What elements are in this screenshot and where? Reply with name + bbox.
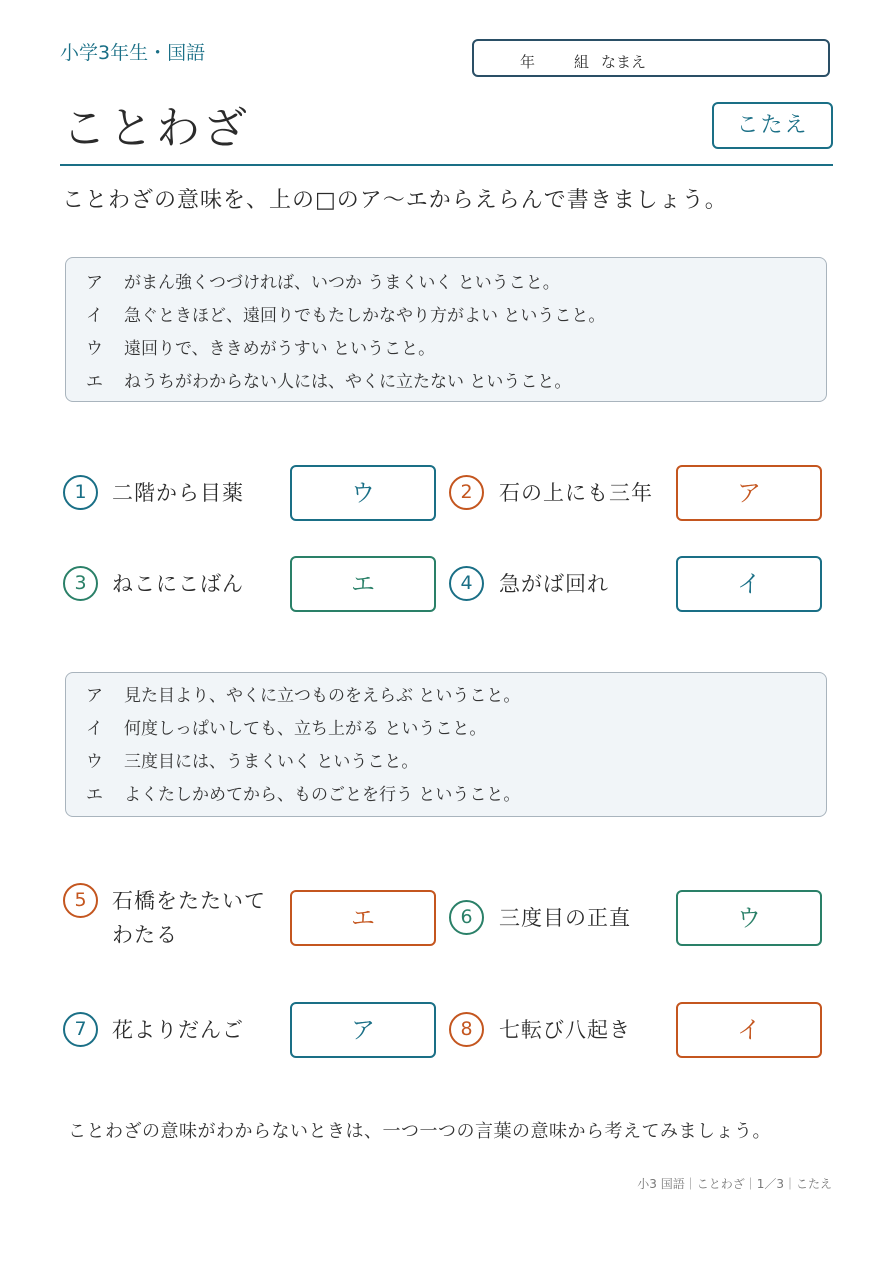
choice-key: ア — [86, 273, 103, 293]
answer-box-2[interactable]: ア — [676, 465, 822, 521]
name-field[interactable] — [472, 39, 830, 77]
footer-hint: ことわざの意味がわからないときは、一つ一つの言葉の意味から考えてみましょう。 — [68, 1121, 771, 1142]
answer-box-8[interactable]: イ — [676, 1002, 822, 1058]
question-number-2: 2 — [449, 475, 484, 510]
question-number-6: 6 — [449, 900, 484, 935]
choice-item — [86, 301, 605, 326]
proverb-text-4: 急がば回れ — [499, 572, 609, 596]
question-number-1: 1 — [63, 475, 98, 510]
year-label: 年 — [520, 53, 536, 71]
choice-text: よくたしかめてから、ものごとを行う ということ。 — [124, 785, 521, 805]
title-divider — [60, 164, 833, 166]
proverb-text-5: 石橋をたたいて わたる — [112, 889, 266, 947]
answer-badge: こたえ — [712, 102, 833, 149]
proverb-text-3: ねこにこばん — [112, 572, 244, 596]
class-label: 組 — [574, 53, 590, 71]
question-number-3: 3 — [63, 566, 98, 601]
choice-text: がまん強くつづければ、いつか うまくいく ということ。 — [124, 273, 560, 293]
name-label: なまえ — [601, 53, 647, 71]
choice-key: ア — [86, 686, 103, 706]
question-number-4: 4 — [449, 566, 484, 601]
proverb-text-6: 三度目の正直 — [499, 906, 631, 930]
choice-item — [86, 268, 560, 293]
proverb-text-1: 二階から目薬 — [112, 481, 244, 505]
choice-item — [86, 747, 418, 772]
answer-box-3[interactable]: エ — [290, 556, 436, 612]
answer-box-6[interactable]: ウ — [676, 890, 822, 946]
choices-box-2 — [65, 672, 827, 817]
choice-key: イ — [86, 719, 103, 739]
page-info: 小3 国語｜ことわざ｜1／3｜こたえ — [637, 1177, 832, 1191]
answer-box-1[interactable]: ウ — [290, 465, 436, 521]
choice-key: ウ — [86, 339, 103, 359]
choice-text: 見た目より、やくに立つものをえらぶ ということ。 — [124, 686, 521, 706]
choice-text: 急ぐときほど、遠回りでもたしかなやり方がよい ということ。 — [124, 306, 606, 326]
choice-item — [86, 681, 520, 706]
choice-key: ウ — [86, 752, 103, 772]
answer-box-4[interactable]: イ — [676, 556, 822, 612]
choice-key: エ — [86, 785, 103, 805]
choice-item — [86, 334, 435, 359]
answer-box-7[interactable]: ア — [290, 1002, 436, 1058]
choices-box-1 — [65, 257, 827, 402]
choice-text: ねうちがわからない人には、やくに立たない ということ。 — [124, 372, 572, 392]
instruction-text: ことわざの意味を、上の□のア〜エからえらんで書きましょう。 — [62, 188, 728, 213]
choice-key: エ — [86, 372, 103, 392]
proverb-text-2: 石の上にも三年 — [499, 481, 653, 505]
question-number-7: 7 — [63, 1012, 98, 1047]
choice-key: イ — [86, 306, 103, 326]
question-number-5: 5 — [63, 883, 98, 918]
proverb-text-7: 花よりだんご — [112, 1018, 244, 1042]
choice-item — [86, 367, 571, 392]
grade-subject-label: 小学3年生・国語 — [60, 42, 206, 64]
choice-text: 遠回りで、ききめがうすい ということ。 — [124, 339, 436, 359]
proverb-text-8: 七転び八起き — [499, 1018, 631, 1042]
choice-text: 何度しっぱいしても、立ち上がる ということ。 — [124, 719, 487, 739]
choice-item — [86, 780, 520, 805]
question-number-8: 8 — [449, 1012, 484, 1047]
page-title: ことわざ — [62, 103, 250, 154]
choice-item — [86, 714, 486, 739]
answer-box-5[interactable]: エ — [290, 890, 436, 946]
choice-text: 三度目には、うまくいく ということ。 — [124, 752, 419, 772]
